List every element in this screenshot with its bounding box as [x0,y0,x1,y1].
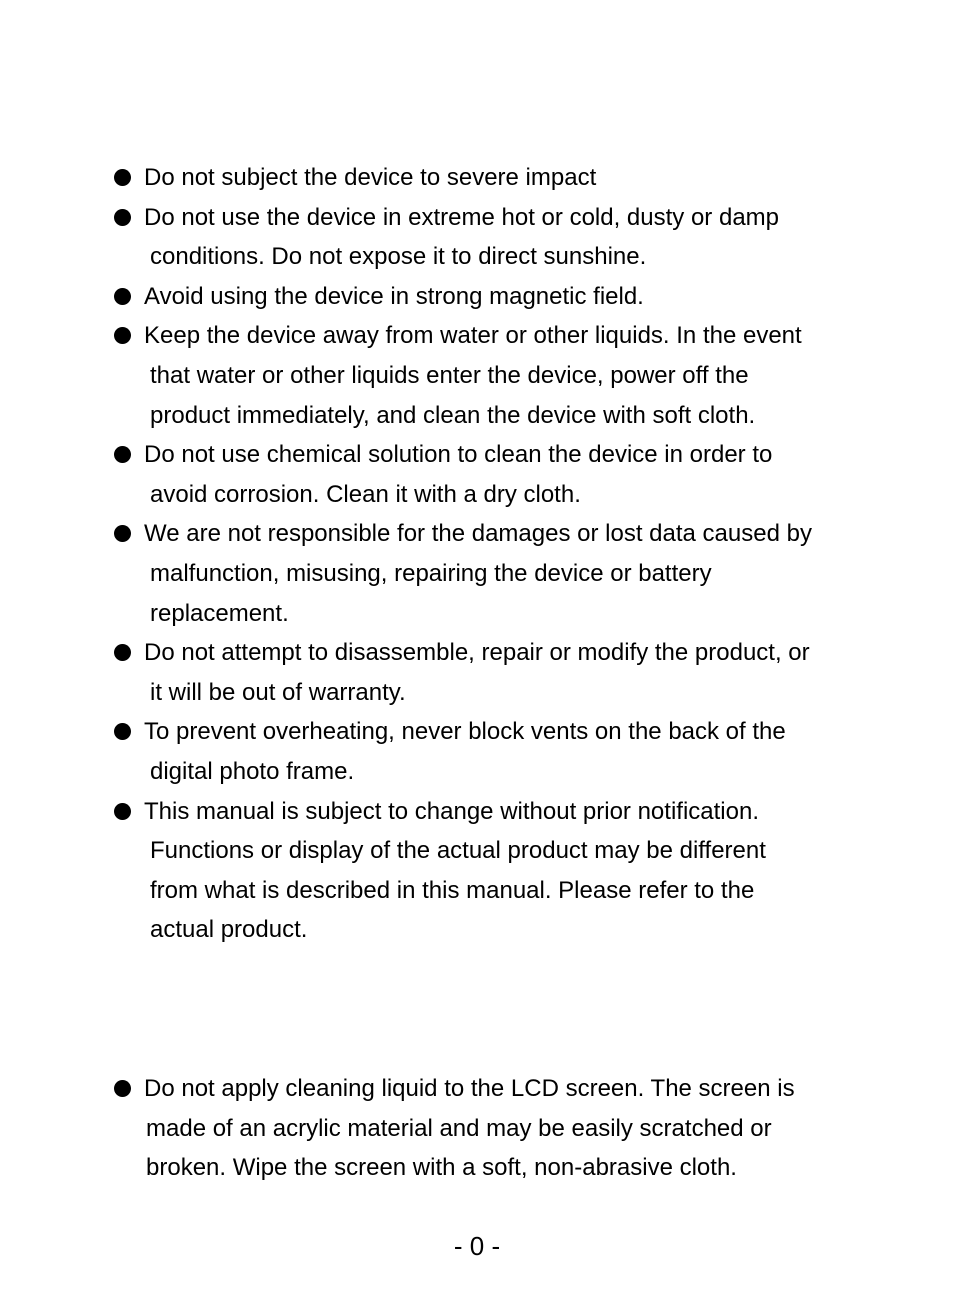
list-item-line: Do not subject the device to severe impact [144,164,597,191]
list-item-line: Do not use chemical solution to clean the device in order to [144,441,773,469]
list-item-line: Do not attempt to disassemble, repair or modify the product, or [144,639,810,667]
list-item-line: This manual is subject to change without prior notification. [144,797,759,825]
bullet-icon [114,327,131,344]
list-item-line: malfunction, misusing, repairing the device or battery [150,559,712,587]
list-item-line: conditions. Do not expose it to direct sunshine. [150,243,647,271]
bullet-icon [114,644,131,661]
list-item-line: We are not responsible for the damages or lost data caused by [144,520,812,548]
list-item-line: digital photo frame. [150,757,355,785]
list-item [110,1069,910,1188]
list-item-line: Avoid using the device in strong magnetic field. [144,282,644,310]
bullet-icon [114,1080,131,1097]
list-item-line: broken. Wipe the screen with a soft, non-abrasive cloth. [146,1154,737,1182]
list-item [110,792,910,950]
list-item-line: from what is described in this manual. Please refer to the [150,876,755,904]
list-item-line: Functions or display of the actual product may be different [150,837,766,865]
list-item [110,435,910,514]
page-number: - 0 - [453,1231,501,1261]
screen-care-list [110,1069,910,1188]
bullet-icon [114,525,131,542]
bullet-icon [114,446,131,463]
list-item-line: Keep the device away from water or other liquids. In the event [144,322,802,350]
list-item-line: product immediately, and clean the device with soft cloth. [150,401,756,429]
list-item-line: avoid corrosion. Clean it with a dry cloth. [150,480,581,508]
list-item [110,316,910,435]
list-item-line: replacement. [150,599,289,627]
bullet-icon [114,803,131,820]
bullet-icon [114,169,131,186]
list-item-line: To prevent overheating, never block vents on the back of the [144,718,786,746]
bullet-icon [114,723,131,740]
list-item [110,514,910,633]
list-item-line: Do not use the device in extreme hot or cold, dusty or damp [144,203,780,231]
list-item [110,712,910,791]
list-item-line: Do not apply cleaning liquid to the LCD screen. The screen is [144,1075,795,1102]
list-item-line: that water or other liquids enter the device, power off the [150,361,749,389]
list-item [110,158,910,198]
list-item [110,198,910,277]
precautions-list [110,158,910,950]
list-item-line: actual product. [150,916,308,944]
list-item [110,277,910,317]
list-item-line: made of an acrylic material and may be easily scratched or [146,1114,772,1142]
bullet-icon [114,209,131,226]
list-item-line: it will be out of warranty. [150,678,406,706]
list-item [110,633,910,712]
bullet-icon [114,288,131,305]
